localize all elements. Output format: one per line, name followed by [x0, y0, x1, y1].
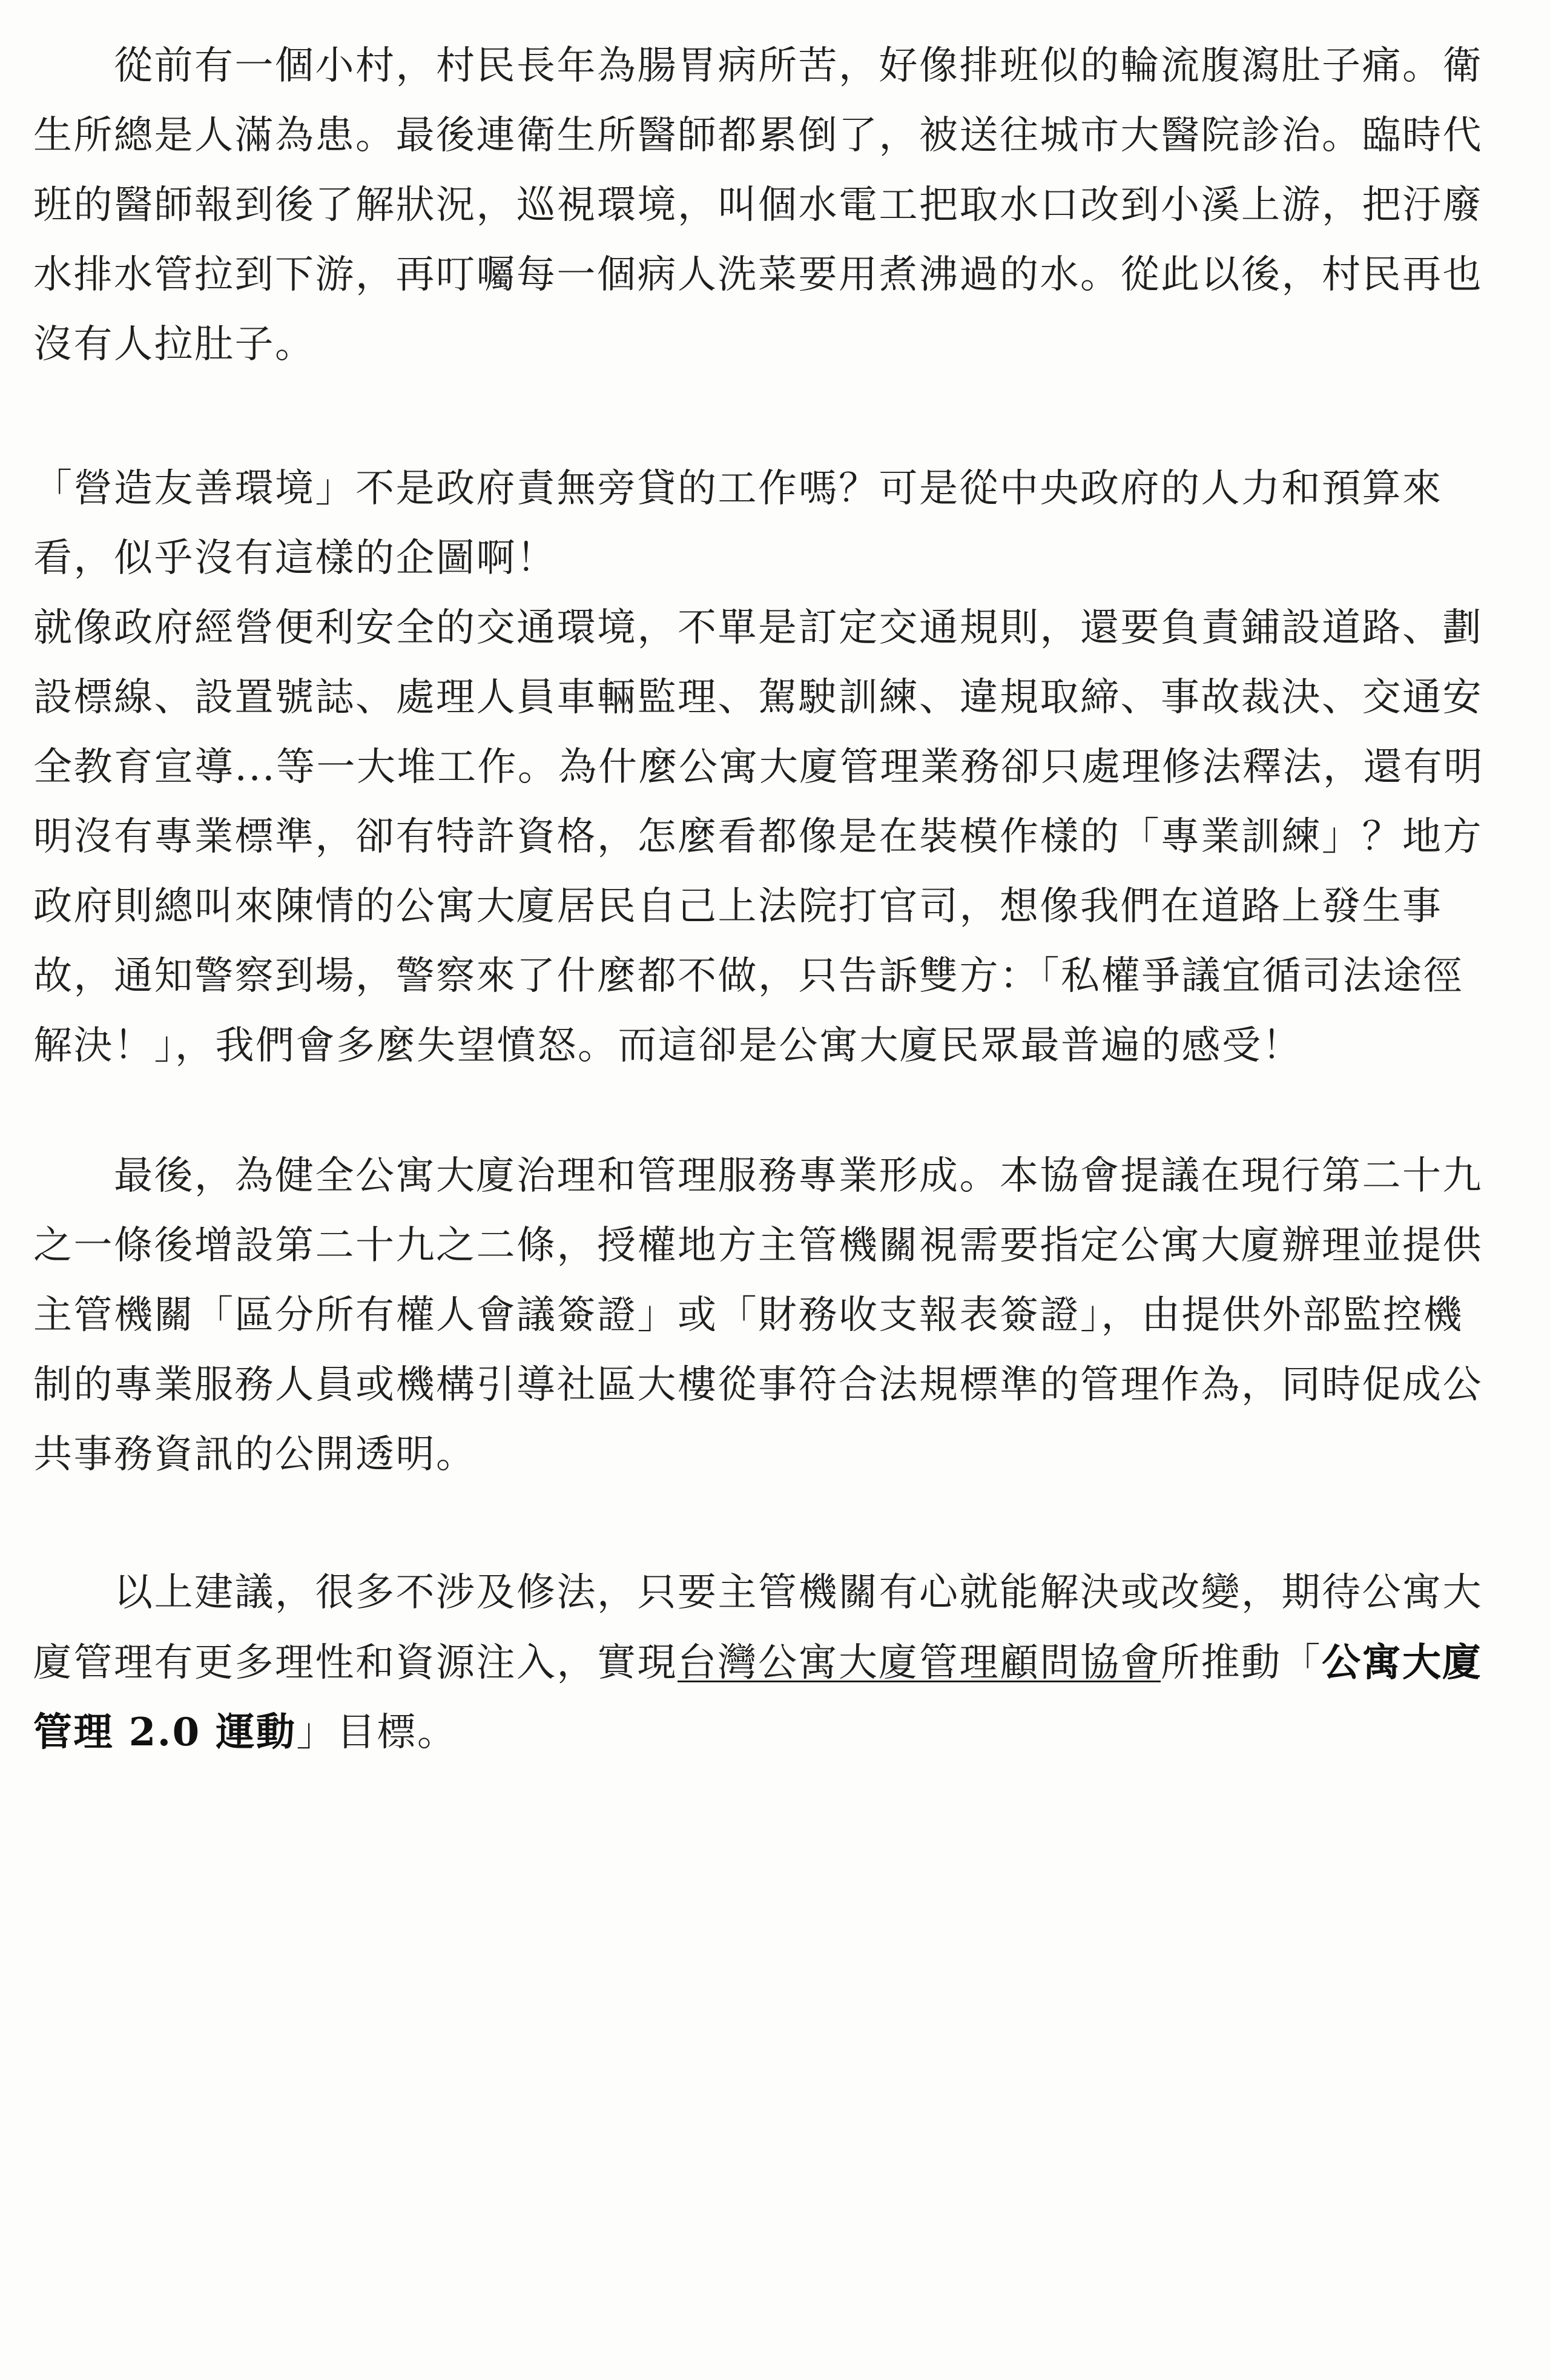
text-line: 制的專業服務人員或機構引導社區大樓從事符合法規標準的管理作為，同時促成公	[33, 1363, 1483, 1407]
text-line: 解決！」，我們會多麼失望憤怒。而這卻是公寓大廈民眾最普遍的感受！	[33, 1023, 1302, 1068]
text-line	[33, 1628, 1499, 1697]
text-segment: 廈管理有更多理性和資源注入，實現	[33, 1641, 678, 1685]
paragraph-conclusion	[33, 1558, 1499, 1767]
text-line: 就像政府經營便利安全的交通環境，不單是訂定交通規則，還要負責鋪設道路、劃	[33, 606, 1483, 650]
text-line	[33, 1697, 1499, 1767]
text-line: 主管機關「區分所有權人會議簽證」或「財務收支報表簽證」，由提供外部監控機	[33, 1293, 1463, 1338]
text-line: 班的醫師報到後了解狀況，巡視環境，叫個水電工把取水口改到小溪上游，把汙廢	[33, 183, 1483, 228]
text-segment: 」目標。	[296, 1710, 458, 1755]
movement-name-bold: 管理 2.0 運動	[33, 1710, 297, 1755]
text-line: 之一條後增設第二十九之二條，授權地方主管機關視需要指定公寓大廈辦理並提供	[33, 1223, 1483, 1268]
paragraph-friendly-environment	[33, 454, 1499, 593]
text-line: 沒有人拉肚子。	[33, 322, 315, 367]
text-line: 「營造友善環境」不是政府責無旁貸的工作嗎？可是從中央政府的人力和預算來	[33, 466, 1443, 511]
association-name-underlined: 台灣公寓大廈管理顧問協會	[678, 1641, 1161, 1685]
paragraph-village-story	[33, 31, 1499, 380]
text-line: 全教育宣導...等一大堆工作。為什麼公寓大廈管理業務卻只處理修法釋法，還有明	[33, 745, 1485, 790]
text-segment: 所推動「	[1161, 1641, 1322, 1685]
text-line: 以上建議，很多不涉及修法，只要主管機關有心就能解決或改變，期待公寓大	[114, 1570, 1483, 1615]
text-line: 生所總是人滿為患。最後連衛生所醫師都累倒了，被送往城市大醫院診治。臨時代	[33, 113, 1483, 158]
text-line: 從前有一個小村，村民長年為腸胃病所苦，好像排班似的輪流腹瀉肚子痛。衛	[114, 44, 1483, 88]
text-line: 故，通知警察到場，警察來了什麼都不做，只告訴雙方：「私權爭議宜循司法途徑	[33, 954, 1463, 999]
text-line: 看，似乎沒有這樣的企圖啊！	[33, 536, 557, 581]
text-line: 最後，為健全公寓大廈治理和管理服務專業形成。本協會提議在現行第二十九	[114, 1154, 1483, 1198]
movement-name-bold: 公寓大廈	[1322, 1640, 1483, 1685]
paragraph-proposal	[33, 1142, 1499, 1490]
paragraph-traffic-analogy	[33, 593, 1499, 1081]
text-line: 共事務資訊的公開透明。	[33, 1432, 477, 1477]
text-line: 明沒有專業標準，卻有特許資格，怎麼看都像是在裝模作樣的「專業訓練」？地方	[33, 815, 1483, 859]
text-line: 水排水管拉到下游，再叮囑每一個病人洗菜要用煮沸過的水。從此以後，村民再也	[33, 253, 1483, 297]
text-line: 設標線、設置號誌、處理人員車輛監理、駕駛訓練、違規取締、事故裁決、交通安	[33, 675, 1483, 720]
text-line: 政府則總叫來陳情的公寓大廈居民自己上法院打官司，想像我們在道路上發生事	[33, 884, 1443, 929]
